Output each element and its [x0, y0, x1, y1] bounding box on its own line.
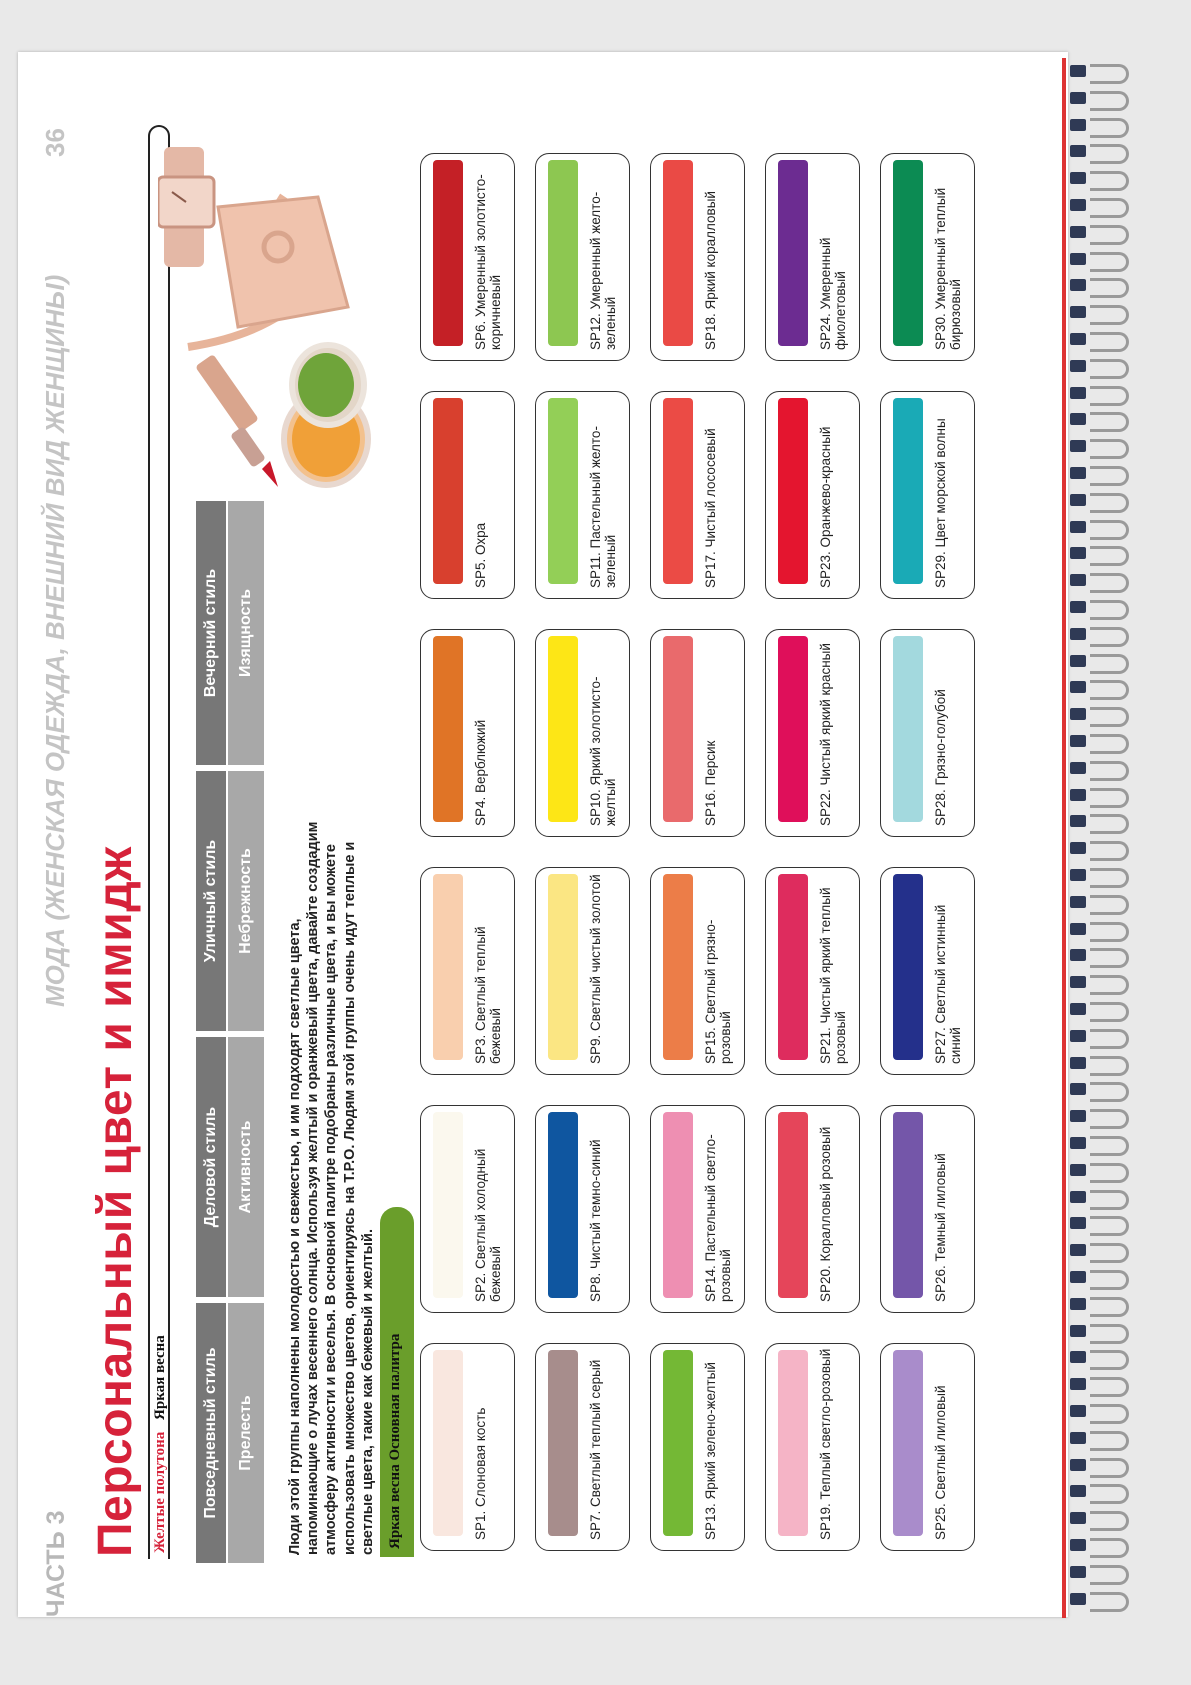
binding-coil: [1068, 462, 1130, 488]
swatch-card: [880, 391, 975, 599]
swatch-label: SP23. Оранжево-красный: [818, 426, 833, 588]
swatch-card: [880, 1105, 975, 1313]
spiral-binding: [1068, 60, 1130, 1620]
binding-coil: [1068, 1105, 1130, 1131]
swatch-label: SP2. Светлый холодный бежевый: [473, 1148, 503, 1302]
swatch-card: [420, 1343, 515, 1551]
binding-coil: [1068, 1186, 1130, 1212]
binding-coil: [1068, 596, 1130, 622]
binding-coil: [1068, 1454, 1130, 1480]
binding-coil: [1068, 1427, 1130, 1453]
color-swatch: [663, 1112, 693, 1298]
section-header: МОДА (ЖЕНСКАЯ ОДЕЖДА, ВНЕШНИЙ ВИД ЖЕНЩИНЫ): [40, 274, 70, 1007]
binding-coil: [1068, 1212, 1130, 1238]
binding-coil: [1068, 810, 1130, 836]
swatch-card: [420, 153, 515, 361]
binding-coil: [1068, 355, 1130, 381]
color-swatch: [663, 160, 693, 346]
swatch-label: SP10. Яркий золотисто-желтый: [588, 676, 618, 826]
swatch-card: [420, 1105, 515, 1313]
binding-coil: [1068, 891, 1130, 917]
swatch-label: SP26. Темный лиловый: [933, 1153, 948, 1302]
subtitle-type: Яркая весна: [152, 1335, 168, 1420]
swatch-card: [650, 867, 745, 1075]
swatch-label: SP12. Умеренный желто-зеленый: [588, 191, 618, 350]
color-swatch: [548, 160, 578, 346]
face-powder-icon: [284, 345, 368, 485]
binding-coil: [1068, 650, 1130, 676]
style-evening: [196, 501, 264, 765]
swatch-card: [765, 629, 860, 837]
binding-coil: [1068, 998, 1130, 1024]
swatch-label: SP6. Умеренный золотисто-коричневый: [473, 174, 503, 350]
intro-text: Люди этой группы наполнены молодостью и свежестью, и им подходят светлые цвета, напоминающие о лучах весеннего солнца. Используя желтый и оранжевый цвета, давайте создадим атмосферу активности и веселья. В основной палитре подобраны различные цвета, и вы можете использовать множество цветов, ориентируясь на Т.Р.О. Людям этой группы очень идут теплые и светлые цвета, такие как бежевый и желтый.: [287, 821, 376, 1555]
subtitle: [152, 1335, 169, 1553]
style-business: [196, 1037, 264, 1297]
color-swatch: [893, 1112, 923, 1298]
swatch-card: [420, 629, 515, 837]
swatch-card: [535, 391, 630, 599]
binding-coil: [1068, 1239, 1130, 1265]
page-title: Персональный цвет и имидж: [89, 846, 142, 1557]
swatch-label: SP25. Светлый лиловый: [933, 1385, 948, 1540]
color-swatch: [663, 636, 693, 822]
style-name: Повседневный стиль: [196, 1303, 226, 1563]
swatch-label: SP9. Светлый чистый золотой: [588, 874, 603, 1064]
swatch-card: [650, 629, 745, 837]
book-page: [18, 52, 1068, 1617]
swatch-label: SP22. Чистый яркий красный: [818, 643, 833, 826]
binding-coil: [1068, 435, 1130, 461]
color-swatch: [893, 636, 923, 822]
color-swatch: [663, 398, 693, 584]
swatch-label: SP19. Теплый светло-розовый: [818, 1348, 833, 1540]
swatch-card: [420, 391, 515, 599]
binding-coil: [1068, 918, 1130, 944]
binding-coil: [1068, 542, 1130, 568]
color-swatch: [548, 1112, 578, 1298]
color-swatch: [893, 1350, 923, 1536]
swatch-label: SP17. Чистый лососевый: [703, 428, 718, 588]
binding-coil: [1068, 1052, 1130, 1078]
color-swatch: [663, 1350, 693, 1536]
binding-coil: [1068, 1588, 1130, 1614]
style-name: Уличный стиль: [196, 771, 226, 1031]
binding-coil: [1068, 944, 1130, 970]
swatch-card: [650, 153, 745, 361]
color-swatch: [433, 1350, 463, 1536]
color-swatch: [778, 874, 808, 1060]
binding-coil: [1068, 114, 1130, 140]
swatch-label: SP11. Пастельный желто-зеленый: [588, 426, 618, 588]
binding-coil: [1068, 703, 1130, 729]
color-swatch: [433, 398, 463, 584]
binding-coil: [1068, 1400, 1130, 1426]
swatch-card: [650, 391, 745, 599]
binding-coil: [1068, 971, 1130, 997]
binding-coil: [1068, 1346, 1130, 1372]
color-swatch: [893, 160, 923, 346]
swatch-card: [880, 629, 975, 837]
swatch-label: SP29. Цвет морской волны: [933, 418, 948, 588]
page-edge: [1062, 58, 1066, 1618]
subtitle-group: Желтые полутона: [152, 1431, 168, 1553]
binding-coil: [1068, 1561, 1130, 1587]
swatch-card: [535, 1343, 630, 1551]
color-swatch: [433, 160, 463, 346]
binding-coil: [1068, 1534, 1130, 1560]
swatch-card: [880, 153, 975, 361]
binding-coil: [1068, 1480, 1130, 1506]
binding-coil: [1068, 757, 1130, 783]
style-name: Деловой стиль: [196, 1037, 226, 1297]
color-swatch: [433, 874, 463, 1060]
swatch-card: [765, 153, 860, 361]
color-swatch: [778, 1112, 808, 1298]
color-swatch: [433, 1112, 463, 1298]
swatch-card: [650, 1343, 745, 1551]
color-swatch: [893, 398, 923, 584]
swatch-label: SP18. Яркий коралловый: [703, 191, 718, 350]
color-swatch: [778, 160, 808, 346]
swatch-card: [880, 867, 975, 1075]
binding-coil: [1068, 837, 1130, 863]
palette-label-text: Яркая весна Основная палитра: [387, 1333, 403, 1549]
swatch-label: SP24. Умеренный фиолетовый: [818, 237, 848, 350]
binding-coil: [1068, 489, 1130, 515]
binding-coil: [1068, 1320, 1130, 1346]
swatch-label: SP28. Грязно-голубой: [933, 689, 948, 826]
style-quality: Прелесть: [228, 1303, 264, 1563]
binding-coil: [1068, 194, 1130, 220]
style-quality: Небрежность: [228, 771, 264, 1031]
binding-coil: [1068, 1373, 1130, 1399]
binding-coil: [1068, 140, 1130, 166]
color-swatch: [548, 398, 578, 584]
swatch-label: SP27. Светлый истинный синий: [933, 904, 963, 1064]
swatch-label: SP20. Коралловый розовый: [818, 1126, 833, 1302]
binding-coil: [1068, 1293, 1130, 1319]
color-swatch: [778, 1350, 808, 1536]
style-table: [196, 501, 264, 1563]
swatch-label: SP13. Яркий зелено-желтый: [703, 1362, 718, 1540]
style-quality: Активность: [228, 1037, 264, 1297]
binding-coil: [1068, 1078, 1130, 1104]
color-swatch: [893, 874, 923, 1060]
swatch-label: SP1. Слоновая кость: [473, 1407, 488, 1540]
binding-coil: [1068, 1507, 1130, 1533]
swatch-card: [880, 1343, 975, 1551]
binding-coil: [1068, 1025, 1130, 1051]
rotated-page-content: [18, 52, 1068, 1617]
color-swatch: [663, 874, 693, 1060]
style-casual: [196, 1303, 264, 1563]
binding-coil: [1068, 516, 1130, 542]
binding-coil: [1068, 248, 1130, 274]
binding-coil: [1068, 1266, 1130, 1292]
color-swatch: [548, 636, 578, 822]
binding-coil: [1068, 623, 1130, 649]
swatch-label: SP30. Умеренный теплый бирюзовый: [933, 187, 963, 350]
swatch-label: SP16. Персик: [703, 740, 718, 826]
swatch-card: [765, 391, 860, 599]
swatch-label: SP3. Светлый теплый бежевый: [473, 926, 503, 1064]
swatch-label: SP21. Чистый яркий теплый розовый: [818, 887, 848, 1064]
swatch-card: [535, 153, 630, 361]
swatch-label: SP7. Светлый теплый серый: [588, 1359, 603, 1540]
style-name: Вечерний стиль: [196, 501, 226, 765]
color-swatch: [548, 874, 578, 1060]
binding-coil: [1068, 328, 1130, 354]
binding-coil: [1068, 676, 1130, 702]
swatch-label: SP4. Верблюжий: [473, 719, 488, 826]
color-swatch: [778, 636, 808, 822]
page-number: 36: [40, 128, 70, 157]
binding-coil: [1068, 784, 1130, 810]
binding-coil: [1068, 730, 1130, 756]
part-header: ЧАСТЬ 3: [42, 1510, 70, 1617]
binding-coil: [1068, 864, 1130, 890]
palette-label: [380, 1207, 414, 1557]
color-swatch: [433, 636, 463, 822]
color-swatch: [548, 1350, 578, 1536]
swatch-label: SP8. Чистый темно-синий: [588, 1139, 603, 1302]
swatch-card: [650, 1105, 745, 1313]
swatch-card: [535, 867, 630, 1075]
binding-coil: [1068, 569, 1130, 595]
lipstick-icon: [195, 354, 278, 487]
binding-coil: [1068, 408, 1130, 434]
swatch-card: [535, 1105, 630, 1313]
swatch-label: SP14. Пастельный светло-розовый: [703, 1134, 733, 1302]
binding-coil: [1068, 1132, 1130, 1158]
binding-coil: [1068, 301, 1130, 327]
binding-coil: [1068, 274, 1130, 300]
binding-coil: [1068, 382, 1130, 408]
swatch-card: [765, 1343, 860, 1551]
swatch-label: SP15. Светлый грязно-розовый: [703, 919, 733, 1064]
style-quality: Изящность: [228, 501, 264, 765]
swatch-card: [420, 867, 515, 1075]
swatch-label: SP5. Охра: [473, 522, 488, 588]
swatch-card: [765, 1105, 860, 1313]
binding-coil: [1068, 221, 1130, 247]
binding-coil: [1068, 60, 1130, 86]
color-swatch: [778, 398, 808, 584]
binding-coil: [1068, 87, 1130, 113]
swatch-card: [535, 629, 630, 837]
binding-coil: [1068, 167, 1130, 193]
binding-coil: [1068, 1159, 1130, 1185]
accessories-illustration: [158, 137, 408, 497]
style-street: [196, 771, 264, 1031]
swatch-card: [765, 867, 860, 1075]
wristwatch-icon: [158, 147, 214, 267]
